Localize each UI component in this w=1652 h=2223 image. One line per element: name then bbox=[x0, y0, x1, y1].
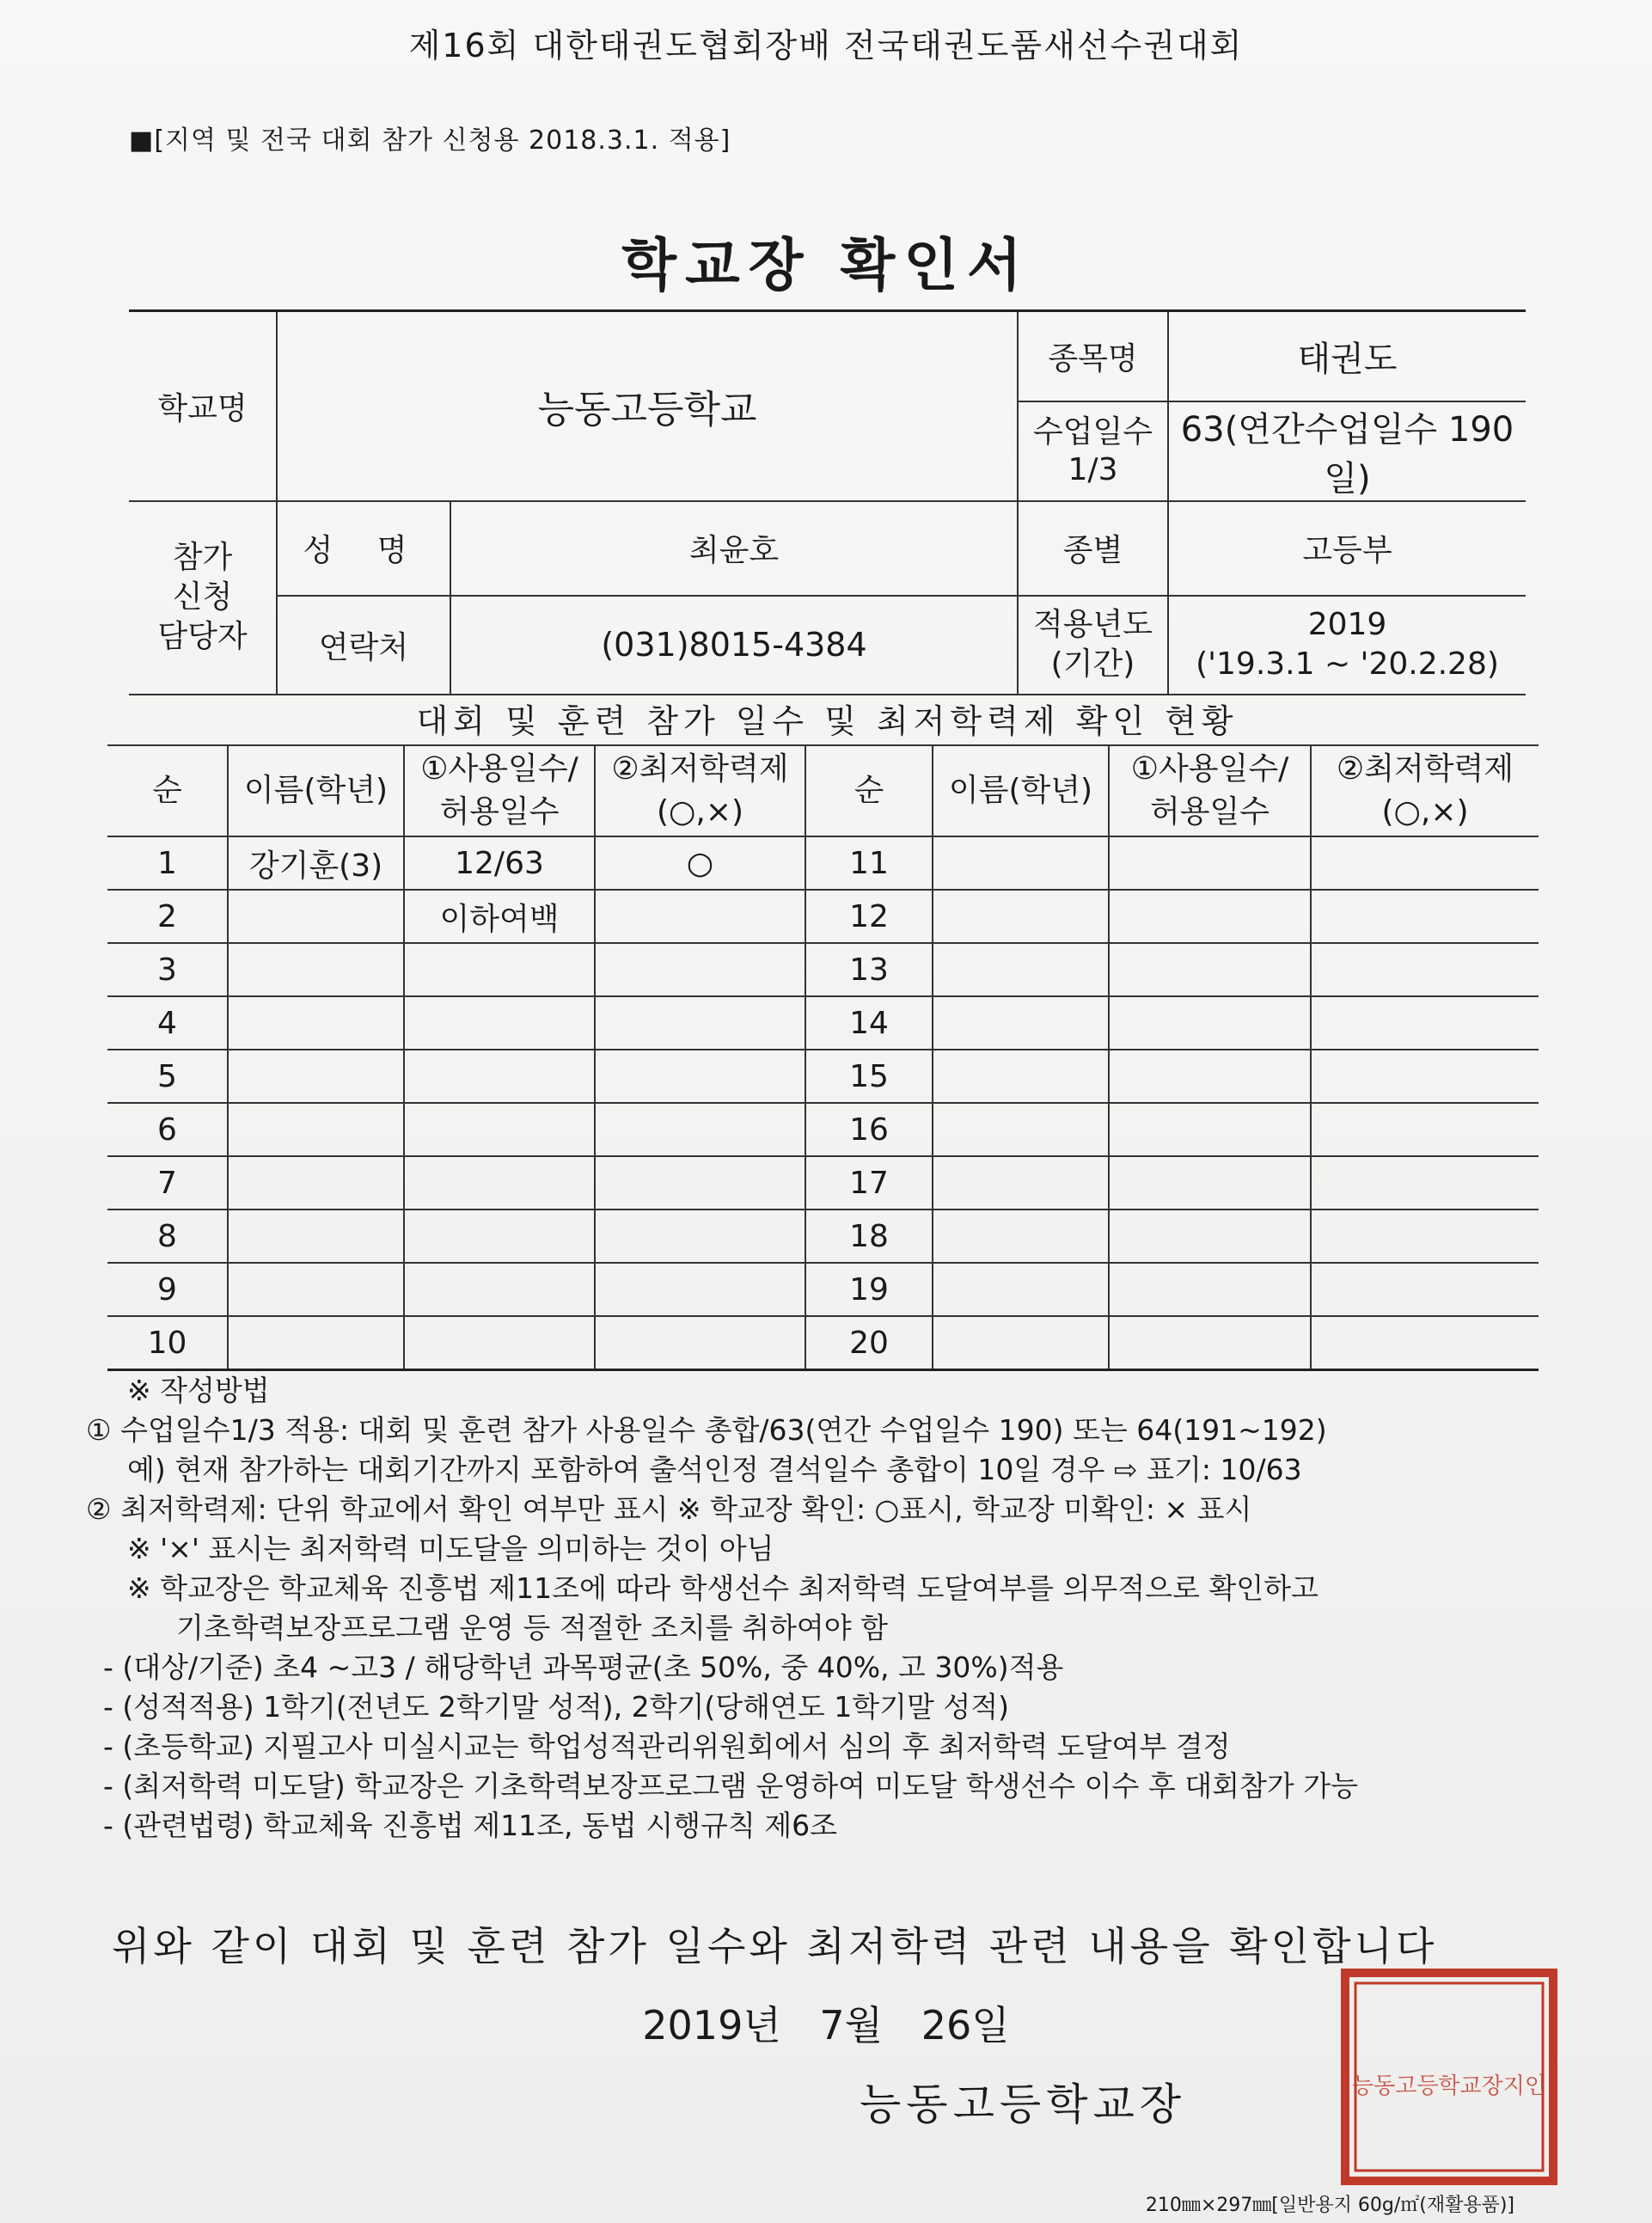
row-no-left: 5 bbox=[107, 1050, 228, 1103]
note-line: - (대상/기준) 초4 ~고3 / 해당학년 과목평균(초 50%, 중 40%, 고 30%)적용 bbox=[103, 1650, 1064, 1684]
note-line: 예) 현재 참가하는 대회기간까지 포함하여 출석인정 결석일수 총합이 10일 경우 ⇨ 표기: 10/63 bbox=[127, 1453, 1302, 1486]
row-days-left bbox=[404, 1103, 595, 1156]
row-name-left: 강기훈(3) bbox=[228, 836, 404, 890]
row-days-left bbox=[404, 1156, 595, 1209]
row-days-left bbox=[404, 1209, 595, 1263]
row-name-left bbox=[228, 996, 404, 1050]
row-no-right: 20 bbox=[805, 1316, 933, 1370]
table-row bbox=[107, 1209, 1539, 1263]
header-min-right-line1: ②최저학력제 bbox=[1336, 751, 1514, 787]
header-no-right: 순 bbox=[805, 745, 933, 836]
row-min-left bbox=[595, 1209, 805, 1263]
row-name-left bbox=[228, 1316, 404, 1370]
header-min-left bbox=[595, 745, 805, 836]
row-days-left: 이하여백 bbox=[404, 890, 595, 943]
row-days-right bbox=[1109, 1209, 1311, 1263]
row-days-right bbox=[1109, 1316, 1311, 1370]
form-note: ■[지역 및 전국 대회 참가 신청용 2018.3.1. 적용] bbox=[129, 126, 731, 156]
seal-text: 능동고등학교장지인 bbox=[1351, 2073, 1547, 2099]
row-min-right bbox=[1311, 1263, 1539, 1316]
row-min-right bbox=[1311, 890, 1539, 943]
note-line: - (최저학력 미도달) 학교장은 기초학력보장프로그램 운영하여 미도달 학생선수 이수 후 대회참가 가능 bbox=[103, 1769, 1359, 1803]
header-days-right-line1: ①사용일수/ bbox=[1130, 751, 1289, 787]
header-min-left-line1: ②최저학력제 bbox=[611, 751, 789, 787]
contact-group-line1: 참가 bbox=[172, 540, 233, 575]
row-name-left bbox=[228, 943, 404, 996]
note-line: ① 수업일수1/3 적용: 대회 및 훈련 참가 사용일수 총합/63(연간 수업일수 190) 또는 64(191~192) bbox=[86, 1413, 1327, 1447]
row-name-right bbox=[933, 1050, 1109, 1103]
row-name-right bbox=[933, 890, 1109, 943]
contact-name-value: 최윤호 bbox=[450, 501, 1018, 596]
row-min-right bbox=[1311, 836, 1539, 890]
row-days-left bbox=[404, 1316, 595, 1370]
year-value bbox=[1168, 596, 1526, 695]
header-min-left-line2: (○,×) bbox=[656, 794, 744, 830]
row-min-left bbox=[595, 996, 805, 1050]
row-days-left bbox=[404, 943, 595, 996]
table-row bbox=[107, 943, 1539, 996]
row-min-right bbox=[1311, 1103, 1539, 1156]
note-line: - (초등학교) 지필고사 미실시교는 학업성적관리위원회에서 심의 후 최저학력 도달여부 결정 bbox=[103, 1730, 1231, 1763]
class-days-label-line1: 수업일수 bbox=[1032, 413, 1153, 450]
table-row bbox=[107, 1316, 1539, 1370]
header-name-right: 이름(학년) bbox=[933, 745, 1109, 836]
event-title: 제16회 대한태권도협회장배 전국태권도품새선수권대회 bbox=[408, 27, 1244, 64]
row-name-right bbox=[933, 1316, 1109, 1370]
table-row bbox=[107, 1050, 1539, 1103]
contact-name-label: 성 명 bbox=[277, 501, 450, 596]
row-days-left: 12/63 bbox=[404, 836, 595, 890]
header-min-right-line2: (○,×) bbox=[1381, 794, 1469, 830]
sport-label: 종목명 bbox=[1018, 311, 1168, 401]
division-value: 고등부 bbox=[1168, 501, 1526, 596]
row-no-left: 10 bbox=[107, 1316, 228, 1370]
document-title: 학교장 확인서 bbox=[621, 232, 1031, 298]
header-name-left: 이름(학년) bbox=[228, 745, 404, 836]
row-name-right bbox=[933, 1263, 1109, 1316]
row-days-right bbox=[1109, 890, 1311, 943]
row-min-left bbox=[595, 890, 805, 943]
year-value-line1: 2019 bbox=[1307, 607, 1387, 642]
row-name-left bbox=[228, 1050, 404, 1103]
row-name-left bbox=[228, 1263, 404, 1316]
row-days-right bbox=[1109, 1263, 1311, 1316]
row-min-left bbox=[595, 1316, 805, 1370]
participation-table bbox=[107, 744, 1539, 1371]
row-no-left: 8 bbox=[107, 1209, 228, 1263]
row-days-right bbox=[1109, 943, 1311, 996]
header-days-right-line2: 허용일수 bbox=[1149, 794, 1270, 830]
row-no-left: 6 bbox=[107, 1103, 228, 1156]
row-no-right: 18 bbox=[805, 1209, 933, 1263]
row-no-left: 3 bbox=[107, 943, 228, 996]
row-days-right bbox=[1109, 836, 1311, 890]
note-line: ② 최저학력제: 단위 학교에서 확인 여부만 표시 ※ 학교장 확인: ○표시, 학교장 미확인: × 표시 bbox=[86, 1492, 1252, 1526]
row-name-right bbox=[933, 996, 1109, 1050]
contact-group-line3: 담당자 bbox=[157, 619, 248, 654]
header-no-left: 순 bbox=[107, 745, 228, 836]
row-name-left bbox=[228, 1209, 404, 1263]
row-min-right bbox=[1311, 943, 1539, 996]
row-no-right: 19 bbox=[805, 1263, 933, 1316]
note-line: - (관련법령) 학교체육 진흥법 제11조, 동법 시행규칙 제6조 bbox=[103, 1809, 837, 1842]
contact-phone-value: (031)8015-4384 bbox=[450, 596, 1018, 695]
division-label: 종별 bbox=[1018, 501, 1168, 596]
table-row bbox=[107, 836, 1539, 890]
confirmation-statement: 위와 같이 대회 및 훈련 참가 일수와 최저학력 관련 내용을 확인합니다 bbox=[112, 1923, 1438, 1969]
row-name-right bbox=[933, 836, 1109, 890]
class-days-value: 63(연간수업일수 190일) bbox=[1168, 401, 1526, 501]
year-label-line2: (기간) bbox=[1050, 646, 1135, 682]
row-days-right bbox=[1109, 1103, 1311, 1156]
row-days-right bbox=[1109, 996, 1311, 1050]
row-name-left bbox=[228, 1103, 404, 1156]
row-min-right bbox=[1311, 1209, 1539, 1263]
row-no-left: 2 bbox=[107, 890, 228, 943]
year-label bbox=[1018, 596, 1168, 695]
row-min-right bbox=[1311, 1316, 1539, 1370]
date-day: 26일 bbox=[921, 2002, 1010, 2048]
row-no-right: 14 bbox=[805, 996, 933, 1050]
school-seal-stamp bbox=[1337, 1964, 1562, 2189]
row-min-right bbox=[1311, 1156, 1539, 1209]
row-no-right: 11 bbox=[805, 836, 933, 890]
school-value: 능동고등학교 bbox=[277, 311, 1018, 501]
school-info-table bbox=[129, 309, 1526, 695]
row-no-left: 7 bbox=[107, 1156, 228, 1209]
row-name-right bbox=[933, 1156, 1109, 1209]
header-days-left bbox=[404, 745, 595, 836]
row-no-right: 12 bbox=[805, 890, 933, 943]
note-line: ※ 학교장은 학교체육 진흥법 제11조에 따라 학생선수 최저학력 도달여부를 의무적으로 확인하고 bbox=[127, 1571, 1319, 1605]
note-line: - (성적적용) 1학기(전년도 2학기말 성적), 2학기(당해연도 1학기말 성적) bbox=[103, 1690, 1010, 1724]
paper-spec: 210㎜×297㎜[일반용지 60g/㎡(재활용품)] bbox=[1145, 2195, 1514, 2216]
table-row bbox=[107, 1156, 1539, 1209]
contact-group-line2: 신청 bbox=[172, 579, 233, 615]
table-row bbox=[107, 1103, 1539, 1156]
table-row bbox=[107, 1263, 1539, 1316]
instructions-section bbox=[86, 1371, 1547, 1846]
section-title: 대회 및 훈련 참가 일수 및 최저학력제 확인 현황 bbox=[416, 702, 1239, 740]
sport-value: 태권도 bbox=[1168, 311, 1526, 401]
row-no-right: 16 bbox=[805, 1103, 933, 1156]
row-min-left bbox=[595, 1156, 805, 1209]
row-no-right: 15 bbox=[805, 1050, 933, 1103]
note-line: 기초학력보장프로그램 운영 등 적절한 조치를 취하여야 함 bbox=[176, 1611, 889, 1644]
row-name-left bbox=[228, 890, 404, 943]
table-row bbox=[107, 890, 1539, 943]
school-label: 학교명 bbox=[129, 311, 277, 501]
row-days-right bbox=[1109, 1156, 1311, 1209]
row-min-right bbox=[1311, 996, 1539, 1050]
date-year: 2019년 bbox=[642, 2002, 781, 2048]
header-days-left-line2: 허용일수 bbox=[439, 794, 560, 830]
row-name-right bbox=[933, 1103, 1109, 1156]
row-days-left bbox=[404, 1050, 595, 1103]
table-header-row bbox=[107, 745, 1539, 836]
row-days-left bbox=[404, 1263, 595, 1316]
row-min-left: ○ bbox=[595, 836, 805, 890]
class-days-label bbox=[1018, 401, 1168, 501]
table-row bbox=[107, 996, 1539, 1050]
header-days-left-line1: ①사용일수/ bbox=[420, 751, 578, 787]
row-no-right: 17 bbox=[805, 1156, 933, 1209]
row-no-left: 1 bbox=[107, 836, 228, 890]
header-min-right bbox=[1311, 745, 1539, 836]
row-min-left bbox=[595, 1103, 805, 1156]
row-no-right: 13 bbox=[805, 943, 933, 996]
row-days-left bbox=[404, 996, 595, 1050]
row-no-left: 9 bbox=[107, 1263, 228, 1316]
row-min-left bbox=[595, 1263, 805, 1316]
row-no-left: 4 bbox=[107, 996, 228, 1050]
row-name-right bbox=[933, 943, 1109, 996]
date-month: 7월 bbox=[819, 2002, 884, 2048]
row-name-right bbox=[933, 1209, 1109, 1263]
row-min-left bbox=[595, 1050, 805, 1103]
principal-name: 능동고등학교장 bbox=[860, 2079, 1187, 2129]
contact-group-label bbox=[129, 501, 277, 695]
year-value-line2: ('19.3.1 ~ '20.2.28) bbox=[1196, 646, 1499, 682]
row-min-left bbox=[595, 943, 805, 996]
row-min-right bbox=[1311, 1050, 1539, 1103]
row-name-left bbox=[228, 1156, 404, 1209]
contact-phone-label: 연락처 bbox=[277, 596, 450, 695]
year-label-line1: 적용년도 bbox=[1032, 607, 1153, 642]
class-days-label-line2: 1/3 bbox=[1068, 451, 1118, 487]
note-line: ※ '×' 표시는 최저학력 미도달을 의미하는 것이 아님 bbox=[127, 1532, 774, 1565]
note-line: ※ 작성방법 bbox=[127, 1374, 270, 1407]
header-days-right bbox=[1109, 745, 1311, 836]
row-days-right bbox=[1109, 1050, 1311, 1103]
